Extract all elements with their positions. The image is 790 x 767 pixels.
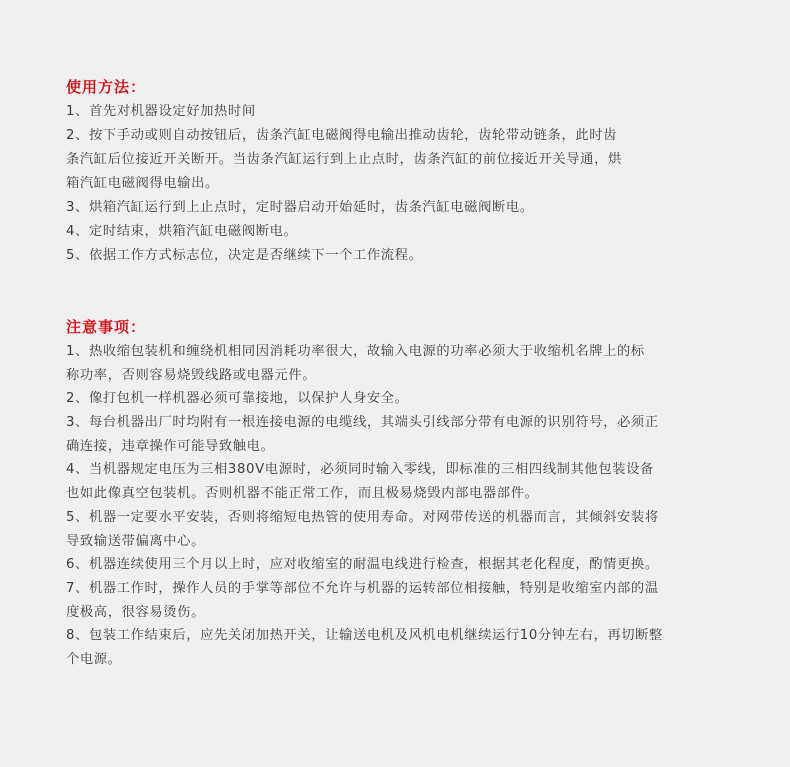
notes-line: 6、机器连续使用三个月以上时，应对收缩室的耐温电线进行检查，根据其老化程度，酌情更换。 (66, 557, 659, 573)
notes-section (66, 316, 746, 672)
notes-line: 8、包装工作结束后，应先关闭加热开关，让输送电机及风机电机继续运行10分钟左右，再切断整 (66, 628, 663, 644)
notes-line: 5、机器一定要水平安装，否则将缩短电热管的使用寿命。对网带传送的机器而言，其倾斜安装将 (66, 509, 659, 525)
usage-line: 4、定时结束，烘箱汽缸电磁阀断电。 (66, 224, 298, 239)
notes-line: 确连接，违章操作可能导致触电。 (66, 438, 275, 454)
notes-line: 导致输送带偏离中心。 (66, 533, 205, 549)
notes-line: 也如此像真空包装机。否则机器不能正常工作，而且极易烧毁内部电器部件。 (66, 486, 539, 502)
notes-line: 称功率，否则容易烧毁线路或电器元件。 (66, 367, 317, 383)
usage-line: 5、依据工作方式标志位，决定是否继续下一个工作流程。 (66, 248, 423, 263)
notes-line: 3、每台机器出厂时均附有一根连接电源的电缆线，其端头引线部分带有电源的识别符号，必须正 (66, 415, 659, 431)
notes-line: 个电源。 (66, 651, 122, 667)
usage-line: 3、烘箱汽缸运行到上止点时，定时器启动开始延时，齿条汽缸电磁阀断电。 (66, 200, 534, 215)
usage-section (66, 76, 746, 268)
usage-line: 1、首先对机器设定好加热时间 (66, 104, 256, 119)
notes-heading: 注意事项： (66, 318, 147, 336)
usage-heading: 使用方法： (66, 78, 147, 96)
usage-line: 箱汽缸电磁阀得电输出。 (66, 176, 219, 191)
notes-line: 2、像打包机一样机器必须可靠接地，以保护人身安全。 (66, 391, 409, 407)
notes-line: 7、机器工作时，操作人员的手掌等部位不允许与机器的运转部位相接触，特别是收缩室内部的温 (66, 580, 659, 596)
notes-line: 度极高，很容易烫伤。 (66, 604, 205, 620)
notes-line: 1、热收缩包装机和缠绕机相同因消耗功率很大，故输入电源的功率必须大于收缩机名牌上的标 (66, 344, 645, 359)
usage-line: 条汽缸后位接近开关断开。当齿条汽缸运行到上止点时，齿条汽缸的前位接近开关导通，烘 (66, 152, 622, 167)
usage-line: 2、按下手动或则自动按钮后，齿条汽缸电磁阀得电输出推动齿轮，齿轮带动链条，此时齿 (66, 128, 618, 143)
notes-line: 4、当机器规定电压为三相380V电源时，必须同时输入零线，即标准的三相四线制其他包装设备 (66, 462, 654, 478)
